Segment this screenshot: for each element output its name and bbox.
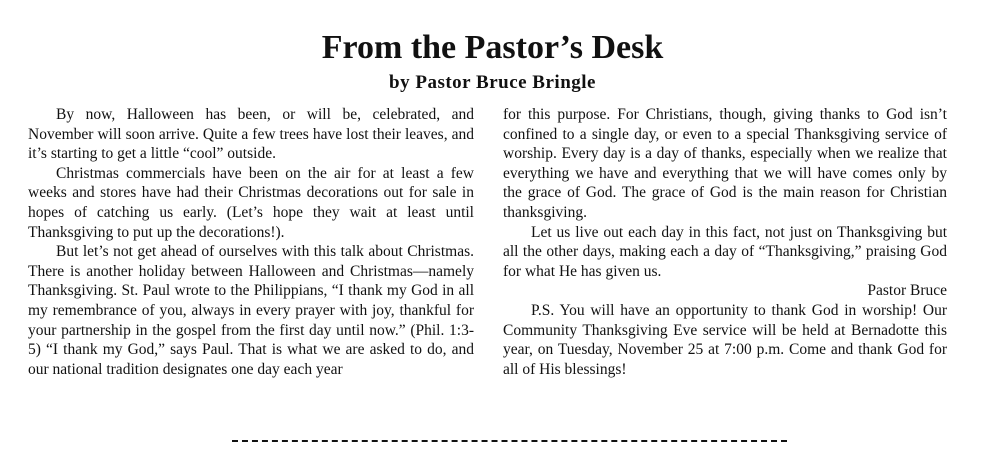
article-paragraph: By now, Halloween has been, or will be, celebrated, and November will soon arrive. Quite a few trees have lost their leaves, and it’s starting to get a little “cool” outside. <box>28 106 474 163</box>
article-paragraph: Christmas commercials have been on the air for at least a few weeks and stores have had their Christmas decorations out for sale in hopes of catching us early. (Let’s hope they wait at least until Thanksgiving to put up the decorations!). <box>28 164 474 241</box>
section-divider <box>232 440 787 442</box>
article-paragraph: Let us live out each day in this fact, not just on Thanksgiving but all the other days, making each a day of “Thanksgiving,” praising God for what He has given us. <box>503 223 947 280</box>
article-postscript: P.S. You will have an opportunity to thank God in worship! Our Community Thanksgiving Eve service will be held at Bernadotte this year, on Tuesday, November 25 at 7:00 p.m. Come and thank God for all of His blessings! <box>503 301 947 378</box>
article-paragraph: But let’s not get ahead of ourselves with this talk about Christmas. There is another holiday between Halloween and Christmas—namely Thanksgiving. St. Paul wrote to the Philippians, “I thank my God in all my remembrance of you, always in every prayer with joy, thankful for your partnership in the gospel from the first day until now.” (Phil. 1:3-5) “I thank my God,” says Paul. That is what we are asked to do, and our national tradition designates one day each year <box>28 243 474 378</box>
article-signature: Pastor Bruce <box>867 282 947 300</box>
article-left-column <box>28 105 474 379</box>
article-right-column <box>503 105 947 379</box>
article-byline: by Pastor Bruce Bringle <box>389 72 596 93</box>
article-paragraph-continuation: for this purpose. For Christians, though, giving thanks to God isn’t confined to a single day, or even to a special Thanksgiving service of worship. Every day is a day of thanks, especially when we realize that everything we have and everything that we will have comes only by the grace of God. The grace of God is the main reason for Christian thanksgiving. <box>503 106 947 221</box>
article-title: From the Pastor’s Desk <box>321 29 664 66</box>
